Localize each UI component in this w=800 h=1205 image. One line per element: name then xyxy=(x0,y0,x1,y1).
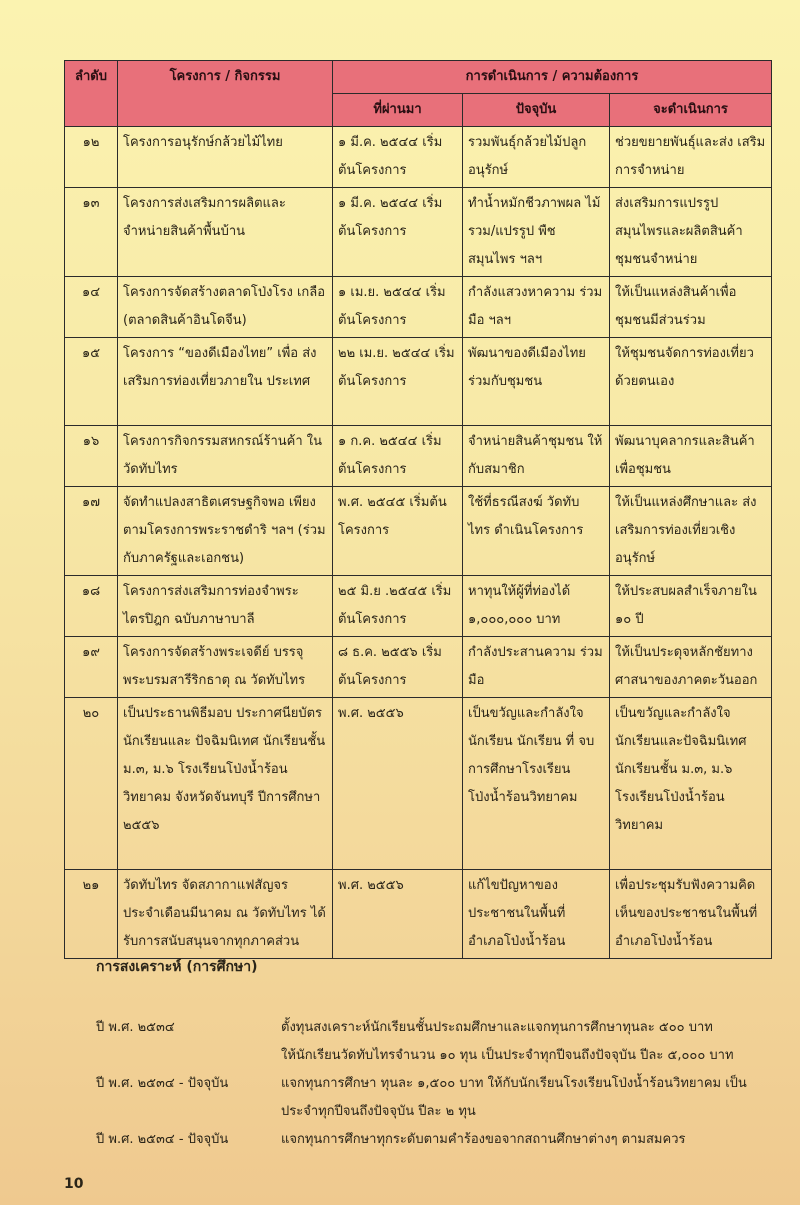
cell-past: ๒๒ เม.ย. ๒๕๔๔ เริ่มต้นโครงการ xyxy=(333,338,463,426)
welfare-text: แจกทุนการศึกษา ทุนละ ๑,๕๐๐ บาท ให้กับนักเรียนโรงเรียนโป่งน้ำร้อนวิทยาคม เป็น xyxy=(281,1076,747,1091)
table-row xyxy=(65,277,772,338)
cell-future: ให้เป็นแหล่งสินค้าเพื่อ ชุมชนมีส่วนร่วม xyxy=(610,277,772,338)
cell-no: ๑๙ xyxy=(65,637,118,698)
cell-project: โครงการส่งเสริมการท่องจำพระ ไตรปิฎก ฉบับภาษาบาลี xyxy=(118,576,333,637)
welfare-year: ปี พ.ศ. ๒๕๓๔ - ปัจจุบัน xyxy=(96,1076,229,1091)
cell-past: ๑ เม.ย. ๒๕๔๔ เริ่มต้นโครงการ xyxy=(333,277,463,338)
cell-project: โครงการจัดสร้างตลาดโป่งโรง เกลือ (ตลาดสินค้าอินโดจีน) xyxy=(118,277,333,338)
header-no: ลำดับ xyxy=(65,61,118,127)
cell-project: จัดทำแปลงสาธิตเศรษฐกิจพอ เพียงตามโครงการพระราชดำริ ฯลฯ (ร่วมกับภาครัฐและเอกชน) xyxy=(118,487,333,576)
cell-current: พัฒนาของดีเมืองไทย ร่วมกับชุมชน xyxy=(463,338,610,426)
table-row xyxy=(65,487,772,576)
header-project: โครงการ / กิจกรรม xyxy=(118,61,333,127)
welfare-section-title: การสงเคราะห์ (การศึกษา) xyxy=(96,959,258,975)
cell-no: ๑๒ xyxy=(65,127,118,188)
cell-no: ๑๗ xyxy=(65,487,118,576)
cell-project: โครงการส่งเสริมการผลิตและ จำหน่ายสินค้าพื้นบ้าน xyxy=(118,188,333,277)
table-row xyxy=(65,127,772,188)
cell-future: ให้ประสบผลสำเร็จภายใน ๑๐ ปี xyxy=(610,576,772,637)
cell-no: ๒๐ xyxy=(65,698,118,870)
cell-current: กำลังแสวงหาความ ร่วมมือ ฯลฯ xyxy=(463,277,610,338)
welfare-year: ปี พ.ศ. ๒๕๓๔ xyxy=(96,1020,175,1035)
welfare-year: ปี พ.ศ. ๒๕๓๔ - ปัจจุบัน xyxy=(96,1132,229,1147)
cell-future: ส่งเสริมการแปรรูป สมุนไพรและผลิตสินค้า ชุมชนจำหน่าย xyxy=(610,188,772,277)
cell-project: โครงการจัดสร้างพระเจดีย์ บรรจุ พระบรมสารีริกธาตุ ณ วัดทับไทร xyxy=(118,637,333,698)
cell-past: ๘ ธ.ค. ๒๕๕๖ เริ่มต้นโครงการ xyxy=(333,637,463,698)
cell-past: พ.ศ. ๒๕๕๖ xyxy=(333,870,463,959)
cell-current: ใช้ที่ธรณีสงฆ์ วัดทับ ไทร ดำเนินโครงการ xyxy=(463,487,610,576)
cell-project: โครงการกิจกรรมสหกรณ์ร้านค้า ในวัดทับไทร xyxy=(118,426,333,487)
cell-current: รวมพันธุ์กล้วยไม้ปลูก อนุรักษ์ xyxy=(463,127,610,188)
welfare-text: ให้นักเรียนวัดทับไทรจำนวน ๑๐ ทุน เป็นประจำทุกปีจนถึงปัจจุบัน ปีละ ๕,๐๐๐ บาท xyxy=(281,1048,734,1063)
welfare-text: ตั้งทุนสงเคราะห์นักเรียนชั้นประถมศึกษาและแจกทุนการศึกษาทุนละ ๕๐๐ บาท xyxy=(281,1020,713,1035)
table-row xyxy=(65,870,772,959)
cell-past: ๑ มี.ค. ๒๕๔๔ เริ่มต้นโครงการ xyxy=(333,188,463,277)
cell-no: ๑๘ xyxy=(65,576,118,637)
cell-future: เพื่อประชุมรับฟังความคิด เห็นของประชาชนในพื้นที่ อำเภอโป่งน้ำร้อน xyxy=(610,870,772,959)
header-current: ปัจจุบัน xyxy=(463,94,610,127)
cell-project: โครงการ “ของดีเมืองไทย” เพื่อ ส่งเสริมการท่องเที่ยวภายใน ประเทศ xyxy=(118,338,333,426)
cell-past: ๑ ก.ค. ๒๕๔๔ เริ่มต้นโครงการ xyxy=(333,426,463,487)
header-future: จะดำเนินการ xyxy=(610,94,772,127)
cell-past: ๒๕ มิ.ย .๒๕๔๕ เริ่มต้นโครงการ xyxy=(333,576,463,637)
cell-current: กำลังประสานความ ร่วมมือ xyxy=(463,637,610,698)
cell-future: พัฒนาบุคลากรและสินค้า เพื่อชุมชน xyxy=(610,426,772,487)
table-row xyxy=(65,637,772,698)
table-row xyxy=(65,188,772,277)
cell-no: ๑๓ xyxy=(65,188,118,277)
table-row xyxy=(65,426,772,487)
cell-current: แก้ไขปัญหาของ ประชาชนในพื้นที่ อำเภอโป่งน้ำร้อน xyxy=(463,870,610,959)
cell-current: หาทุนให้ผู้ที่ท่องได้ ๑,๐๐๐,๐๐๐ บาท xyxy=(463,576,610,637)
cell-future: ให้เป็นประดุจหลักชัยทาง ศาสนาของภาคตะวันออก xyxy=(610,637,772,698)
page-number: 10 xyxy=(64,1176,84,1192)
cell-no: ๒๑ xyxy=(65,870,118,959)
cell-past: พ.ศ. ๒๕๔๕ เริ่มต้นโครงการ xyxy=(333,487,463,576)
cell-project: วัดทับไทร จัดสภากาแฟสัญจร ประจำเดือนมีนาคม ณ วัดทับไทร ได้รับการสนับสนุนจากทุกภาคส่วน xyxy=(118,870,333,959)
cell-current: เป็นขวัญและกำลังใจ นักเรียน นักเรียน ที่ จบการศึกษาโรงเรียน โป่งน้ำร้อนวิทยาคม xyxy=(463,698,610,870)
cell-future: เป็นขวัญและกำลังใจ นักเรียนและปัจฉิมนิเทศ นักเรียนชั้น ม.๓, ม.๖ โรงเรียนโป่งน้ำร้อน วิทยาคม xyxy=(610,698,772,870)
projects-table xyxy=(64,60,772,959)
table-row xyxy=(65,698,772,870)
header-past: ที่ผ่านมา xyxy=(333,94,463,127)
cell-current: ทำน้ำหมักชีวภาพผล ไม้รวม/แปรรูป พืช สมุนไพร ฯลฯ xyxy=(463,188,610,277)
cell-project: โครงการอนุรักษ์กล้วยไม้ไทย xyxy=(118,127,333,188)
welfare-text: ประจำทุกปีจนถึงปัจจุบัน ปีละ ๒ ทุน xyxy=(281,1104,476,1119)
cell-past: ๑ มี.ค. ๒๕๔๔ เริ่มต้นโครงการ xyxy=(333,127,463,188)
table-row xyxy=(65,338,772,426)
welfare-text: แจกทุนการศึกษาทุกระดับตามคำร้องขอจากสถานศึกษาต่างๆ ตามสมควร xyxy=(281,1132,686,1147)
cell-future: ช่วยขยายพันธุ์และส่ง เสริมการจำหน่าย xyxy=(610,127,772,188)
cell-future: ให้ชุมชนจัดการท่องเที่ยว ด้วยตนเอง xyxy=(610,338,772,426)
header-operations: การดำเนินการ / ความต้องการ xyxy=(333,61,772,94)
cell-project: เป็นประธานพิธีมอบ ประกาศนียบัตรนักเรียนและ ปัจฉิมนิเทศ นักเรียนชั้น ม.๓, ม.๖ โรงเรียนโป่งน้ำร้อนวิทยาคม จังหวัดจันทบุรี ปีการศึกษา ๒๕๕๖ xyxy=(118,698,333,870)
cell-no: ๑๕ xyxy=(65,338,118,426)
cell-current: จำหน่ายสินค้าชุมชน ให้กับสมาชิก xyxy=(463,426,610,487)
table-row xyxy=(65,576,772,637)
cell-future: ให้เป็นแหล่งศึกษาและ ส่งเสริมการท่องเที่ยวเชิง อนุรักษ์ xyxy=(610,487,772,576)
cell-no: ๑๔ xyxy=(65,277,118,338)
cell-no: ๑๖ xyxy=(65,426,118,487)
cell-past: พ.ศ. ๒๕๕๖ xyxy=(333,698,463,870)
